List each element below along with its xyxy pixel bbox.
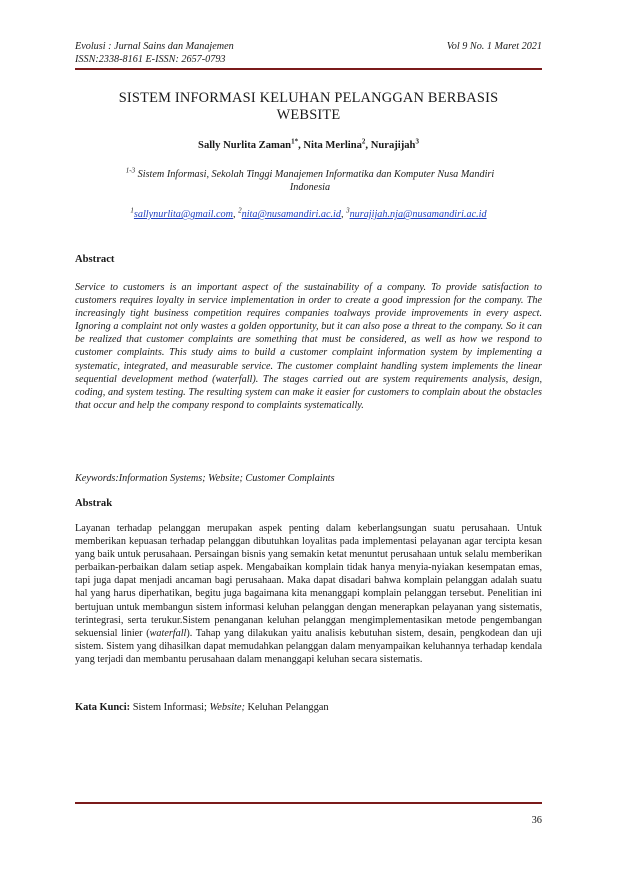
abstrak-text-italic: waterfall: [149, 627, 187, 639]
page-number: 36: [531, 815, 542, 826]
author-name: Sally Nurlita Zaman: [198, 140, 292, 151]
author-sup: 3: [415, 137, 419, 146]
paper-title: [75, 90, 542, 124]
running-header: [75, 40, 542, 66]
affiliation-sup: 1-3: [125, 166, 136, 175]
author-name: Nita Merlina: [303, 140, 362, 151]
author-sup: 1*: [291, 137, 299, 146]
volume-info: Vol 9 No. 1 Maret 2021: [446, 41, 542, 52]
keywords: Keywords:Information Systems; Website; Customer Complaints: [75, 473, 335, 484]
abstrak-text: [75, 522, 542, 666]
abstrak-text-part: Layanan terhadap pelanggan merupakan aspek penting dalam keberlangsungan suatu perusahaan. Untuk memberikan kepuasan terhadap pelanggan dibutuhkan loyalitas pada implementasi pelayanan agar tercipta kesan yang baik untuk perusahaan. Persaingan bisnis yang semakin ketat menuntut perusahaan untuk selalu memberikan perbaikan-perbaikan dalam setiap aspek. Mengabaikan komplain tidak hanya menyia-nyiakan kesempatan emas, tapi juga dapat menjadi ancaman bagi perusahaan. Maka dapat disadari bahwa komplain pelanggan adalah suatu hal yang harus diperhatikan, begitu juga bagaimana kita menanggapi komplain pelanggan tersebut. Penelitian ini bertujuan untuk membangun sistem informasi keluhan pelanggan dengan menerapkan pelayanan yang sistematis, terintegrasi, serta terukur.Sistem penanganan keluhan pelanggan mengimplementasikan metode pengembangan sekuensial linier (: [75, 523, 542, 639]
affiliation-line: Indonesia: [289, 182, 331, 193]
email-sup: 3: [346, 206, 350, 215]
kata-kunci-item: Website;: [209, 702, 245, 713]
author-sup: 2: [361, 137, 366, 146]
email-link[interactable]: nurajijah.nja@nusamandiri.ac.id: [349, 209, 487, 220]
footer-rule: [75, 802, 542, 804]
email-link[interactable]: nita@nusamandiri.ac.id: [241, 209, 341, 220]
title-line: SISTEM INFORMASI KELUHAN PELANGGAN BERBASIS: [118, 90, 499, 106]
abstract-heading: Abstract: [75, 254, 115, 265]
kata-kunci-item: Keluhan Pelanggan: [244, 702, 329, 713]
abstrak-text-part: ). Tahap yang dilakukan yaitu analisis kebutuhan sistem, desain, pengkodean dan uji sistem. Sistem yang dihasilkan dapat memudahkan pelanggan dalam menyampaikan keluhannya terhadap kendala yang terjadi dan membantu perusahaan dalam menanggapi keluhan secara sistematis.: [75, 627, 542, 665]
abstract-text: Service to customers is an important aspect of the sustainability of a company. To provide satisfaction to customers requires loyalty in service implementation in order to create a good impression for the company. The increasingly tight business competition requires companies toalways provide improvements in every aspect. Ignoring a complaint not only wastes a golden opportunity, but it can also pose a threat to the company. So it can be realized that customer complaints are something that must be considered, as well as how we respond to customer complaints. This study aims to build a customer complaint information system by implementing a systematic, integrated, and measurable service. The customer complaint handling system implements the linear sequential development method (waterfall). The stages carried out are system requirements analysis, design, coding, and system testing. The resulting system can make it easier for customers to complain about the obstacles that occur and help the company respond to complaints systematically.: [75, 282, 542, 411]
header-rule: [75, 68, 542, 70]
affiliation-line: Sistem Informasi, Sekolah Tinggi Manajemen Informatika dan Komputer Nusa Mandiri: [137, 169, 495, 180]
journal-name: Evolusi : Jurnal Sains dan Manajemen: [75, 41, 234, 52]
affiliation: [100, 168, 520, 194]
issn-info: ISSN:2338-8161 E-ISSN: 2657-0793: [75, 54, 226, 65]
author-name: Nurajijah: [370, 140, 416, 151]
email-link[interactable]: sallynurlita@gmail.com: [133, 209, 233, 220]
email-sup: 1: [130, 206, 134, 215]
author-list: Sally Nurlita Zaman$^{1*}$, Nita Merlina$^2$, Nurajijah$^3$: [198, 137, 419, 151]
kata-kunci-item: Sistem Informasi;: [130, 702, 210, 713]
kata-kunci-label: Kata Kunci:: [75, 702, 131, 713]
kata-kunci: [75, 702, 542, 713]
email-sup: 2: [238, 206, 242, 215]
email-list: $^1$sallynurlita@gmail.com, $^2$nita@nusamandiri.ac.id, $^3$nurajijah.nja@nusamandiri.ac.id: [130, 206, 487, 220]
abstrak-heading: Abstrak: [75, 498, 113, 509]
title-line: WEBSITE: [276, 107, 341, 123]
